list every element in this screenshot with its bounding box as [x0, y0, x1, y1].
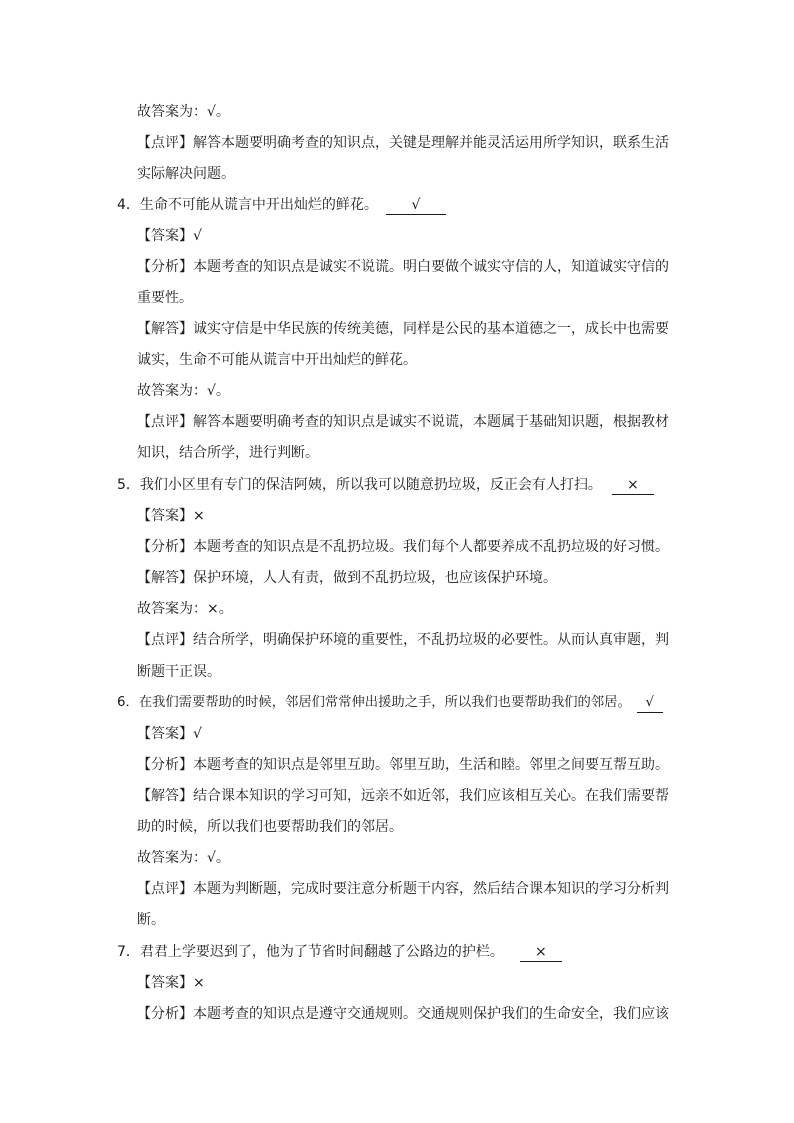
line-text: 本题考查的知识点是诚实不说谎。明白要做个诚实守信的人，知道诚实守信的	[193, 259, 669, 275]
line-14	[137, 537, 669, 557]
section-tag: 【分析】	[137, 539, 193, 555]
line-21	[137, 755, 669, 775]
line-13	[137, 506, 205, 526]
line-23	[137, 817, 403, 837]
section-tag: 【答案】	[137, 975, 193, 991]
line-text: √	[193, 228, 202, 244]
line-4	[137, 226, 202, 246]
line-9	[137, 381, 230, 401]
line-22	[137, 786, 669, 806]
question-text: 7．君君上学要迟到了，他为了节省时间翻越了公路边的护栏。	[117, 944, 504, 960]
line-text: 解答本题要明确考查的知识点，关键是理解并能灵活运用所学知识，联系生活	[193, 135, 669, 151]
section-tag: 【解答】	[137, 321, 193, 337]
line-text: 本题考查的知识点是遵守交通规则。交通规则保护我们的生命安全，我们应该	[193, 1006, 669, 1022]
line-15	[137, 568, 557, 588]
line-text: 本题考查的知识点是不乱扔垃圾。我们每个人都要养成不乱扔垃圾的好习惯。	[193, 539, 669, 555]
line-11	[137, 443, 319, 463]
line-17	[137, 630, 669, 650]
section-tag: 【点评】	[137, 135, 193, 151]
section-tag: 【分析】	[137, 1006, 193, 1022]
line-text: ×	[193, 975, 205, 991]
question-6	[117, 693, 663, 713]
question-text: 5．我们小区里有专门的保洁阿姨，所以我可以随意扔垃圾，反正会有人打扫。	[117, 477, 602, 493]
line-text: 结合所学，明确保护环境的重要性，不乱扔垃圾的必要性。从而认真审题，判	[193, 632, 669, 648]
answer-blank: √	[386, 196, 446, 215]
line-text: 本题考查的知识点是邻里互助。邻里互助，生活和睦。邻里之间要互帮互助。	[193, 757, 669, 773]
line-29	[137, 1004, 669, 1024]
section-tag: 【答案】	[137, 228, 193, 244]
answer-blank: ×	[520, 943, 562, 962]
line-text: 故答案为：√。	[137, 850, 230, 866]
line-text: 重要性。	[137, 290, 193, 306]
line-8	[137, 350, 417, 370]
section-tag: 【分析】	[137, 259, 193, 275]
line-5	[137, 257, 669, 277]
line-16	[137, 599, 233, 619]
answer-blank: √	[637, 694, 663, 713]
question-4	[117, 195, 446, 215]
section-tag: 【点评】	[137, 632, 193, 648]
section-tag: 【点评】	[137, 414, 193, 430]
section-tag: 【分析】	[137, 757, 193, 773]
line-text: √	[193, 726, 202, 742]
line-text: 诚实，生命不可能从谎言中开出灿烂的鲜花。	[137, 352, 417, 368]
line-7	[137, 319, 669, 339]
section-tag: 【点评】	[137, 881, 193, 897]
line-text: 知识，结合所学，进行判断。	[137, 445, 319, 461]
question-7	[117, 942, 562, 962]
line-text: 实际解决问题。	[137, 166, 235, 182]
section-tag: 【解答】	[137, 570, 193, 586]
line-20	[137, 724, 202, 744]
question-5	[117, 475, 654, 495]
section-tag: 【答案】	[137, 508, 193, 524]
line-text: 断。	[137, 912, 165, 928]
line-text: 结合课本知识的学习可知，远亲不如近邻，我们应该相互关心。在我们需要帮	[193, 788, 669, 804]
line-text: 断题干正误。	[137, 664, 221, 680]
section-tag: 【解答】	[137, 788, 193, 804]
line-6	[137, 288, 193, 308]
answer-blank: ×	[612, 476, 654, 495]
line-10	[137, 412, 669, 432]
line-text: ×	[193, 508, 205, 524]
line-text: 故答案为：×。	[137, 601, 233, 617]
line-0	[137, 102, 230, 122]
line-18	[137, 662, 221, 682]
line-text: 诚实守信是中华民族的传统美德，同样是公民的基本道德之一，成长中也需要	[193, 321, 669, 337]
line-text: 本题为判断题，完成时要注意分析题干内容，然后结合课本知识的学习分析判	[193, 881, 669, 897]
section-tag: 【答案】	[137, 726, 193, 742]
line-text: 解答本题要明确考查的知识点是诚实不说谎，本题属于基础知识题，根据教材	[193, 414, 669, 430]
line-text: 保护环境，人人有责，做到不乱扔垃圾，也应该保护环境。	[193, 570, 557, 586]
line-text: 助的时候，所以我们也要帮助我们的邻居。	[137, 819, 403, 835]
line-text: 故答案为：√。	[137, 104, 230, 120]
line-text: 故答案为：√。	[137, 383, 230, 399]
question-text: 6．在我们需要帮助的时候，邻居们常常伸出援助之手，所以我们也要帮助我们的邻居。	[117, 695, 631, 710]
line-28	[137, 973, 205, 993]
line-25	[137, 879, 669, 899]
line-26	[137, 910, 165, 930]
line-1	[137, 133, 669, 153]
line-24	[137, 848, 230, 868]
question-text: 4．生命不可能从谎言中开出灿烂的鲜花。	[117, 197, 378, 213]
line-2	[137, 164, 235, 184]
